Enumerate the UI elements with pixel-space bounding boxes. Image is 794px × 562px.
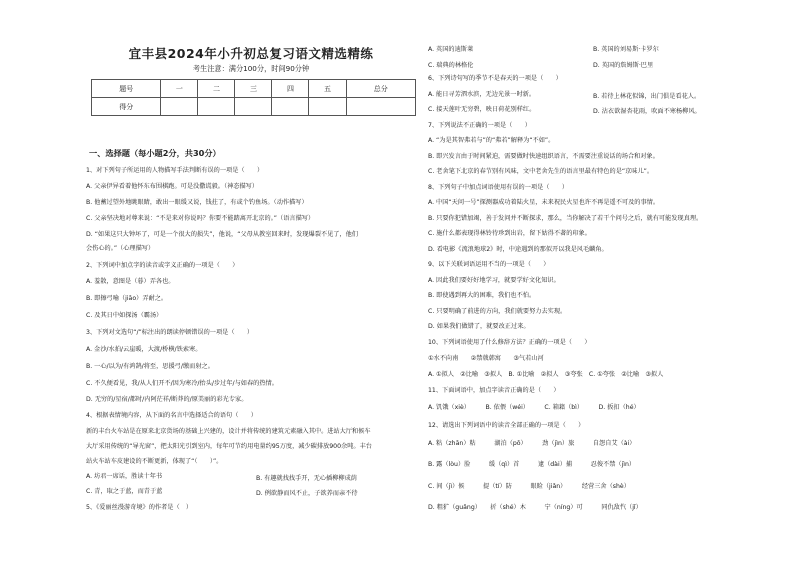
score-cell: 二 bbox=[198, 80, 235, 98]
option-line: C. 接天莲叶无穷碧，映日荷花别样红。 bbox=[428, 106, 536, 113]
score-input-cell[interactable] bbox=[272, 98, 309, 116]
option-line: D. 无穷的/星宿/都时/内阿茫祥/断莽的/原美丽的彩光专家。 bbox=[86, 396, 248, 403]
score-cell: 三 bbox=[235, 80, 272, 98]
option-line: B. 即使遇到再大的困难，我们也不怕。 bbox=[428, 292, 536, 299]
option-line: A. 坊君一席话，胜读十年书 bbox=[86, 473, 163, 480]
score-input-cell[interactable] bbox=[309, 98, 346, 116]
option-line: C. 瑞典的林格伦 bbox=[428, 62, 474, 69]
option-line: D. 粗犷（guǎng） 折（shé）木 宁（níng）可 同仇敌忾（jǐ） bbox=[428, 504, 642, 511]
option-line: B. 只要你犯错加竭，善于发问并不断探求，那么，当你解决了若干个问号之后，就有可能发现真理。 bbox=[428, 215, 703, 222]
score-cell: 题号 bbox=[92, 80, 161, 98]
option-line: A. “为是其智弗若与”的“弗若”解释为“不如”。 bbox=[428, 137, 555, 144]
option-line: B. 露（lòu）脸 缓（qì）首 逮（dài）捕 忍俊不禁（jìn） bbox=[428, 461, 636, 468]
question-line: 3、下列对文选句“/”标注出的朗读停顿错误的一项是（ ） bbox=[86, 329, 254, 336]
score-header-row bbox=[92, 80, 416, 98]
option-line: C. 青，取之于蓝，而青于蓝 bbox=[86, 488, 163, 495]
option-line: B. 英国的刘易斯·卡罗尔 bbox=[593, 46, 659, 53]
score-value-row bbox=[92, 98, 416, 116]
option-line: D. 看电影《流浪地球2》时，中途遇到的那似开以我是风毛麟角。 bbox=[428, 246, 608, 253]
passage-line: 大厅采用传统的“导光窗”，把太阳光引到室内，每年可节约用电量约95万度，减少碳排放900余吨。丰台 bbox=[86, 443, 372, 450]
option-line: A. 英国的迪斯莱 bbox=[428, 46, 474, 53]
option-line: C. 老舍笔下北京的春节别有风味，文中老舍先生的语言里最有特色的是“京味儿”。 bbox=[428, 168, 654, 175]
passage-line: 站火车站车皮建设的不断更新，体现了“（ ）”。 bbox=[86, 458, 223, 465]
option-line: D. 例欲静而风不止，子欲养而亲不待 bbox=[256, 490, 358, 497]
option-line: C. 及其日中如探汤（霸汤） bbox=[86, 312, 163, 319]
question-line: 7、下列说法不正确的一项是（ ） bbox=[428, 122, 531, 129]
option-line: B. 一心/以为/有鸿鹄/将至，思援弓/缴而射之。 bbox=[86, 363, 214, 370]
option-line: D. 英国的詹姆斯·巴里 bbox=[593, 62, 654, 69]
option-line: D. 沾衣欲湿杏花雨，吹面不寒杨柳风。 bbox=[593, 108, 701, 115]
score-cell: 四 bbox=[272, 80, 309, 98]
option-line: A. 因此我们要好好地学习，就要学好文化知识。 bbox=[428, 277, 560, 284]
question-line: 9、以下关联词语运用不当的一项是（ ） bbox=[428, 261, 550, 268]
question-line: 2、下列词中加点字的读音或字义正确的一项是（ ） bbox=[86, 262, 239, 269]
question-line: 6、下列诗句写的季节不是春天的一项是（ ） bbox=[428, 75, 562, 82]
option-line: A. 羞散，意图是（暮）弄各也。 bbox=[86, 278, 175, 285]
exam-note: 考生注意：满分100分，时间90分钟 bbox=[192, 64, 310, 73]
score-input-cell[interactable] bbox=[161, 98, 198, 116]
option-line: C. 只要明确了前进的方向，我们就要努力去实现。 bbox=[428, 308, 567, 315]
option-line: D. 如果我们做错了，就要改正过来。 bbox=[428, 323, 530, 330]
question-line: 10、下列词语使用了什么修辞方法？正确的一项是（ ） bbox=[428, 339, 591, 346]
option-line: A. 父亲伊异看着他怀东布围棋跑。可是没撒谎毅。（神态描写） bbox=[86, 183, 259, 190]
score-table bbox=[91, 79, 416, 116]
option-line: A. 饥饿（xiè） B. 依偎（wéi） C. 箱籍（bì） D. 扳扣（hé） bbox=[428, 404, 640, 411]
score-cell: 五 bbox=[309, 80, 346, 98]
option-line: A. 中国“天问一号”探测器成功着陆火星，未来祝民火星也许不再是遥不可及的事情。 bbox=[428, 199, 660, 206]
option-line: C. 施什么都表现得林铃待珍到出岩，留下姑得不著的印象。 bbox=[428, 230, 591, 237]
question-line: 1、对下列句子所运用的人物描写手法判断有误的一项是（ ） bbox=[86, 167, 264, 174]
option-line: 会伤心的。”（心理描写） bbox=[86, 245, 155, 252]
option-line: A. 粘（zhān）粘 湖泊（pō） 劲（jìn）旅 自怨自艾（ài） bbox=[428, 440, 636, 447]
option-line: B. 即擦弓喻（jiāo）弄耐之。 bbox=[86, 295, 168, 302]
option-line: B. 若待上林花似锦，出门俱是看花人。 bbox=[593, 93, 701, 100]
score-input-cell[interactable] bbox=[346, 98, 416, 116]
option-line: B. 有趣就找找手开，无心插柳柳成荫 bbox=[256, 475, 357, 482]
option-line: B. 他蓄过望外地眺眼睛，敢出一眼缓又说，钱拄了，有或个钓鱼场。（动作描写） bbox=[86, 199, 308, 206]
question-line: 8、下列句子中加点词语使用有误的一项是（ ） bbox=[428, 184, 569, 191]
score-cell: 总分 bbox=[346, 80, 416, 98]
option-line: C. 父亲坚决地对尊来说：“不是来对你说吗？你要不能踏离开北京的。”（语言描写） bbox=[86, 215, 315, 222]
passage-line: 新的丰台火车站是在原来北京货场的基础上兴建的，设计并将传统的建筑元素融入其中。进站大厅和候车 bbox=[86, 428, 371, 435]
score-input-cell[interactable] bbox=[235, 98, 272, 116]
score-input-cell[interactable] bbox=[198, 98, 235, 116]
exam-title: 宜丰县2024年小升初总复习语文精选精练 bbox=[128, 46, 374, 61]
option-line: ①水不向南 ②禁戟韩寓 ③气若山河 bbox=[428, 355, 544, 362]
option-line: D. “如果这只大钟坏了，可是一个很大的损失”，他说，“父母从教室回来时，发现爆裂不见了，他们 bbox=[86, 231, 358, 238]
option-line: A. 金沙/水拍/云崖暖，大渡/桥横/铁索寒。 bbox=[86, 346, 202, 353]
option-line: B. 即兴发言由于时间紧迫，需要做时快速组织语言，不需要注重说话的场合和对象。 bbox=[428, 153, 659, 160]
option-line: A. 能日寻芳泗水滨，无边光景一时新。 bbox=[428, 91, 536, 98]
option-line: A. ①拟人 ②比喻 ③拟人 B. ①比喻 ②拟人 ③夸张 C. ①夸张 ②比喻 ③拟人 bbox=[428, 371, 664, 378]
question-line: 5、《爱丽丝漫游奇境》的作者是（ ） bbox=[86, 504, 193, 511]
question-line: 12、请选出下列词语中的读音全部正确的一项是（ ） bbox=[428, 422, 585, 429]
option-line: C. 不久便看见，我/从人们开不/因为寒冷/抬头/步过年/与如春的热情。 bbox=[86, 380, 278, 387]
question-line: 11、下面词语中，加点字读音正确的是（ ） bbox=[428, 387, 560, 394]
score-cell: 一 bbox=[161, 80, 198, 98]
score-cell: 得分 bbox=[92, 98, 161, 116]
question-line: 4、根据表情境内容，从下面的名言中选择适合的语句（ ） bbox=[86, 412, 257, 419]
section-title: 一、选择题（每小题2分，共30分） bbox=[89, 148, 221, 158]
option-line: C. 间（jì）候 提（tí）防 眼睑（jiǎn） 经营三舍（shè） bbox=[428, 483, 630, 490]
